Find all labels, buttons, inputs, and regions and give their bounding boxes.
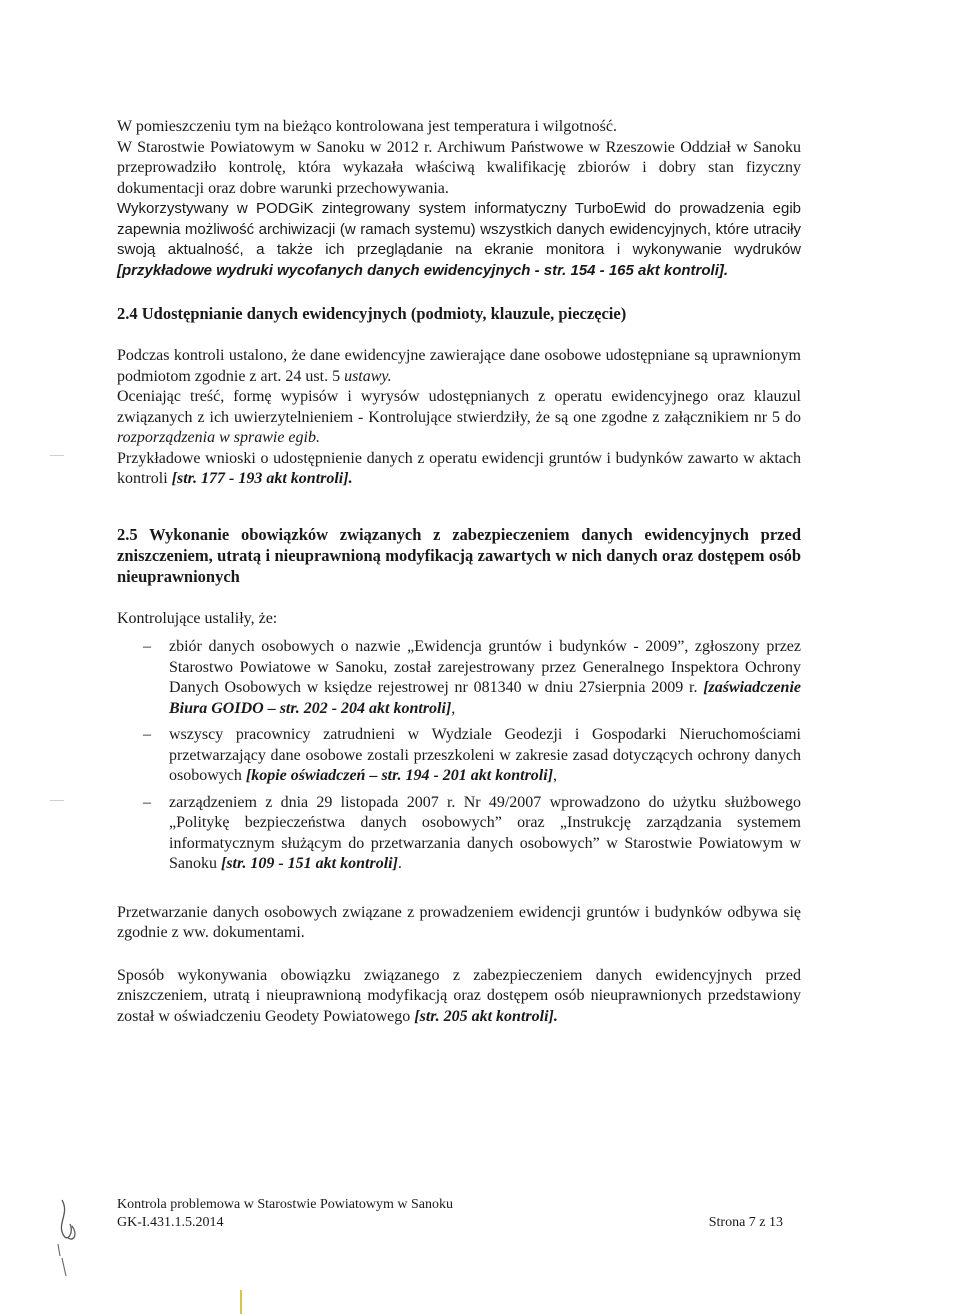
paragraph-archive-check: W Starostwie Powiatowym w Sanoku w 2012 r. Archiwum Państwowe w Rzeszowie Oddział w Sanoku przeprowadziło kontrolę, która wykazała właściwą kwalifikację zbiorów i dobry stan fizyczny dokumentacji oraz dobre warunki przechowywania. <box>117 138 801 197</box>
section-heading-2-5: 2.5 Wykonanie obowiązków związanych z zabezpieczeniem danych ewidencyjnych przed zniszczeniem, utratą i nieuprawnioną modyfikacją zawartych w nich danych oraz dostępem osób nieuprawnionych <box>117 524 801 586</box>
list-item: – wszyscy pracownicy zatrudnieni w Wydziale Geodezji i Gospodarki Nieruchomościami przetwarzający dane osobowe zostali przeszkoleni w zakresie zasad dotyczących ochrony danych osobowych [kopie oświadczeń – str. 194 - 201 akt kontroli], <box>117 725 801 787</box>
handwritten-initials-icon <box>48 1196 88 1296</box>
paragraph-findings-intro: Kontrolujące ustaliły, że: <box>117 609 278 627</box>
footer-case-number: GK-I.431.1.5.2014 <box>117 1215 224 1230</box>
findings-list <box>117 637 801 875</box>
margin-mark <box>50 800 64 801</box>
margin-mark <box>50 455 64 456</box>
reference-printouts: [przykładowe wydruki wycofanych danych ewidencyjnych - str. 154 - 165 akt kontroli]. <box>117 261 729 279</box>
reference-requests: [str. 177 - 193 akt kontroli]. <box>171 470 353 487</box>
list-item: – zarządzeniem z dnia 29 listopada 2007 r. Nr 49/2007 wprowadzono do użytku służbowego „Politykę bezpieczeństwa danych osobowych” oraz „Instrukcję zarządzania systemem informatycznym służącym do przetwarzania danych osobowych” w Starostwie Powiatowym w Sanoku [str. 109 - 151 akt kontroli]. <box>117 793 801 875</box>
page-number: Strona 7 z 13 <box>708 1215 783 1230</box>
reference-statement: [str. 205 akt kontroli]. <box>414 1007 558 1025</box>
scan-artifact <box>240 1290 242 1314</box>
paragraph-turboewid: Wykorzystywany w PODGiK zintegrowany system informatyczny TurboEwid do prowadzenia egib zapewnia możliwość archiwizacji (w ramach systemu) wszystkich danych ewidencyjnych, które utraciły swoją aktualność, a także ich przeglądanie na ekranie monitora i wykonywanie wydruków [przykładowe wydruki wycofanych danych ewidencyjnych - str. 154 - 165 akt kontroli]. <box>117 200 801 279</box>
list-item: – zbiór danych osobowych o nazwie „Ewidencja gruntów i budynków - 2009”, zgłoszony przez Starostwo Powiatowe w Sanoku, został zarejestrowany przez Generalnego Inspektora Ochrony Danych Osobowych w księdze rejestrowej nr 081340 w dniu 27sierpnia 2009 r. [zaświadczenie Biura GOIDO – str. 202 - 204 akt kontroli], <box>117 637 801 719</box>
page-footer <box>117 1196 783 1232</box>
paragraph-extracts-evaluation: Oceniając treść, formę wypisów i wyrysów udostępnianych z operatu ewidencyjnego oraz klauzul związanych z ich uwierzytelnieniem - Kontrolujące stwierdziły, że są one zgodne z załącznikiem nr 5 do rozporządzenia w sprawie egib. <box>117 388 801 446</box>
document-body <box>117 117 801 1027</box>
paragraph-processing: Przetwarzanie danych osobowych związane z prowadzeniem ewidencji gruntów i budynków odbywa się zgodnie z ww. dokumentami. <box>117 903 801 941</box>
paragraph-climate: W pomieszczeniu tym na bieżąco kontrolowana jest temperatura i wilgotność. <box>117 118 617 135</box>
footer-title: Kontrola problemowa w Starostwie Powiatowym w Sanoku <box>117 1197 453 1212</box>
section-heading-2-4: 2.4 Udostępnianie danych ewidencyjnych (podmioty, klauzule, pieczęcie) <box>117 304 627 323</box>
paragraph-security-statement: Sposób wykonywania obowiązku związanego z zabezpieczeniem danych ewidencyjnych przed zniszczeniem, utratą i nieuprawnioną modyfikacją oraz dostępem osób nieuprawnionych przedstawiony został w oświadczeniu Geodety Powiatowego [str. 205 akt kontroli]. <box>117 966 801 1025</box>
paragraph-sample-requests: Przykładowe wnioski o udostępnienie danych z operatu ewidencji gruntów i budynków zawarto w aktach kontroli [str. 177 - 193 akt kontroli]. <box>117 449 801 487</box>
paragraph-data-sharing: Podczas kontroli ustalono, że dane ewidencyjne zawierające dane osobowe udostępniane są uprawnionym podmiotom zgodnie z art. 24 ust. 5 ustawy. <box>117 347 801 385</box>
